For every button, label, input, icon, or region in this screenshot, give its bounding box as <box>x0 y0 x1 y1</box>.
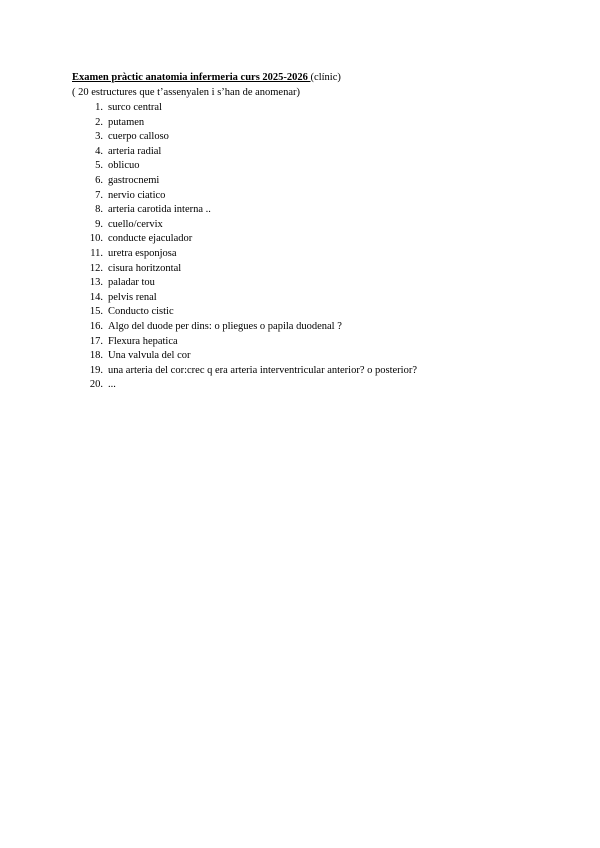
item-number: 19. <box>89 364 103 376</box>
item-number: 12. <box>89 262 103 274</box>
item-text: cuerpo calloso <box>108 131 169 143</box>
item-number: 2. <box>95 116 103 128</box>
item-number: 15. <box>89 306 103 318</box>
title-main: Examen pràctic anatomia infermeria curs 2025-2026 <box>72 72 311 83</box>
item-text: oblicuo <box>108 160 140 172</box>
item-text: nervio ciatico <box>108 189 166 201</box>
item-text: Algo del duode per dins: o pliegues o papila duodenal ? <box>108 320 342 332</box>
item-number: 6. <box>95 174 103 186</box>
list-item <box>72 203 417 218</box>
title-suffix: (clínic) <box>310 72 341 83</box>
list-item <box>72 232 417 247</box>
structure-list <box>72 101 417 393</box>
item-text: ... <box>108 379 116 391</box>
list-item <box>72 305 417 320</box>
document-subtitle: ( 20 estructures que t’assenyalen i s’han de anomenar) <box>72 87 300 98</box>
item-number: 8. <box>95 204 103 216</box>
list-item <box>72 159 417 174</box>
list-item <box>72 291 417 306</box>
item-number: 11. <box>90 247 103 259</box>
item-text: putamen <box>108 116 145 128</box>
item-text: surco central <box>108 102 162 113</box>
list-item <box>72 145 417 160</box>
item-text: cisura horitzontal <box>108 262 182 274</box>
item-text: arteria carotida interna .. <box>108 204 211 216</box>
item-number: 7. <box>95 189 103 201</box>
item-text: gastrocnemi <box>108 174 160 186</box>
item-text: Conducto cistic <box>108 306 174 318</box>
item-number: 5. <box>95 160 103 172</box>
list-item <box>72 276 417 291</box>
item-text: Una valvula del cor <box>108 350 191 362</box>
item-text: una arteria del cor:crec q era arteria interventricular anterior? o posterior? <box>108 364 417 376</box>
list-item <box>72 101 417 116</box>
item-number: 18. <box>89 350 103 362</box>
item-number: 3. <box>95 131 103 143</box>
item-number: 10. <box>89 233 103 245</box>
list-item <box>72 174 417 189</box>
item-text: pelvis renal <box>108 291 157 303</box>
item-text: paladar tou <box>108 277 155 289</box>
document-title <box>72 71 341 85</box>
list-item <box>72 116 417 131</box>
list-item <box>72 189 417 204</box>
item-text: conducte ejaculador <box>108 233 193 245</box>
item-text: arteria radial <box>108 145 162 157</box>
list-item <box>72 335 417 350</box>
item-number: 13. <box>89 277 103 289</box>
item-number: 14. <box>89 291 103 303</box>
list-item <box>72 320 417 335</box>
item-number: 16. <box>89 320 103 332</box>
list-item <box>72 378 417 393</box>
list-item <box>72 364 417 379</box>
item-text: uretra esponjosa <box>108 247 177 259</box>
list-item <box>72 247 417 262</box>
list-item <box>72 130 417 145</box>
item-text: Flexura hepatica <box>108 335 178 347</box>
item-text: cuello/cervix <box>108 218 163 230</box>
list-item <box>72 349 417 364</box>
item-number: 17. <box>89 335 103 347</box>
item-number: 1. <box>95 102 103 113</box>
item-number: 20. <box>89 379 103 391</box>
item-number: 4. <box>95 145 103 157</box>
list-item <box>72 218 417 233</box>
item-number: 9. <box>95 218 103 230</box>
list-item <box>72 262 417 277</box>
